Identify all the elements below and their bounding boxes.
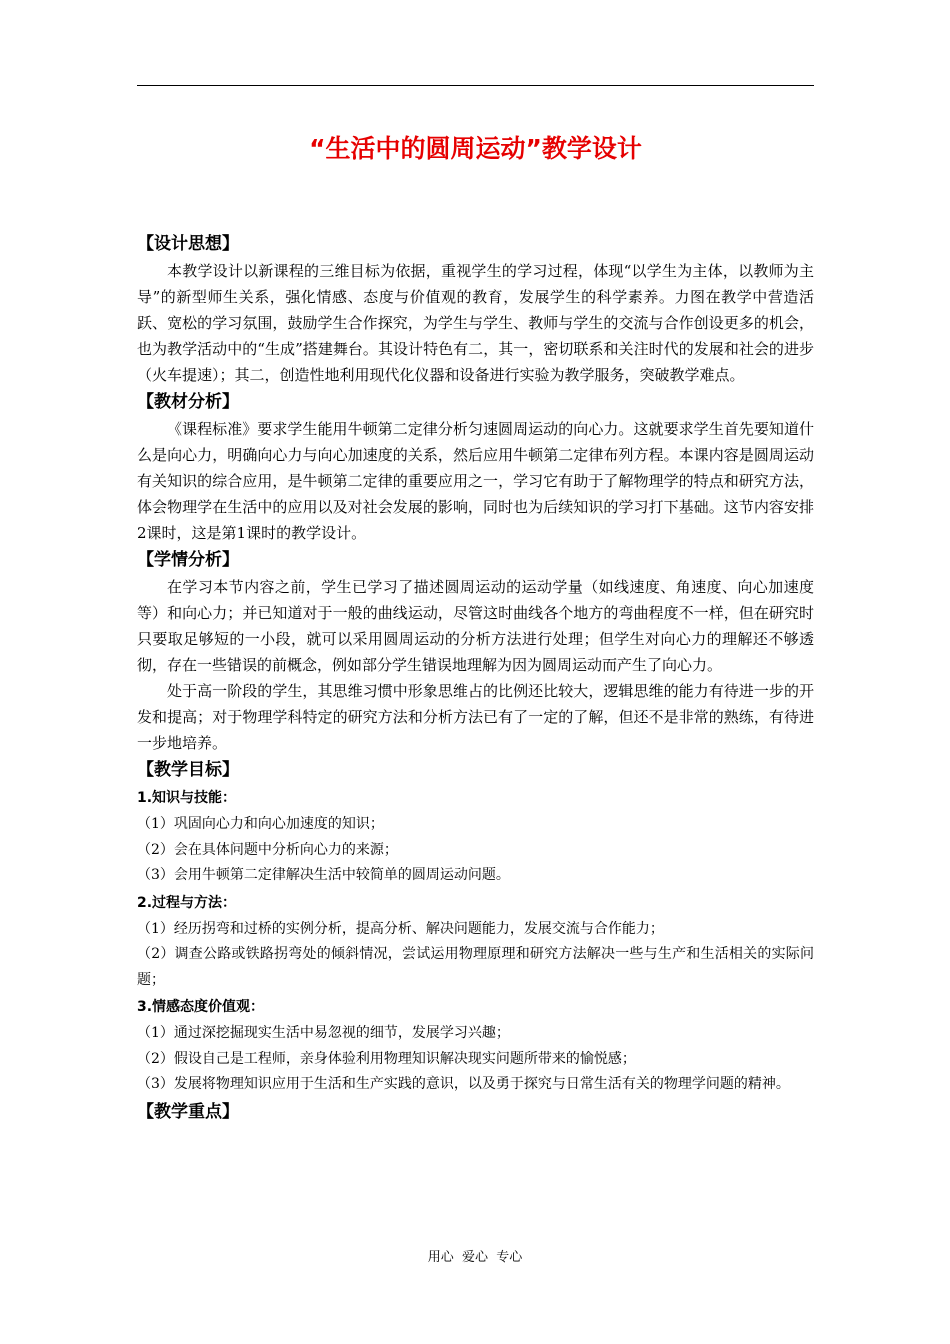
- goal-item: （2）调查公路或铁路拐弯处的倾斜情况，尝试运用物理原理和研究方法解决一些与生产和生活相关的实际问题；: [137, 946, 814, 988]
- section-student-analysis: [137, 546, 814, 756]
- goal-item: （3）会用牛顿第二定律解决生活中较简单的圆周运动问题。: [137, 867, 510, 883]
- goal-heading-process: 2.过程与方法：: [137, 894, 237, 911]
- section-heading-student-analysis: 【学情分析】: [137, 550, 239, 570]
- goal-item: （2）假设自己是工程师，亲身体验利用物理知识解决现实问题所带来的愉悦感；: [137, 1050, 636, 1067]
- header-rule: [137, 85, 814, 86]
- section-heading-material-analysis: 【教材分析】: [137, 392, 239, 412]
- document-title: “生活中的圆周运动”教学设计: [309, 134, 642, 163]
- goal-item: （1）经历拐弯和过桥的实例分析，提高分析、解决问题能力，发展交流与合作能力；: [137, 920, 664, 937]
- section-key-points: [137, 1098, 814, 1126]
- section-design-idea: [137, 230, 814, 388]
- section-heading-key-points: 【教学重点】: [137, 1101, 239, 1122]
- page-footer: 用心 爱心 专心: [427, 1250, 523, 1265]
- section-heading-teaching-goals: 【教学目标】: [137, 760, 239, 780]
- goal-item: （1）通过深挖掘现实生活中易忽视的细节，发展学习兴趣；: [137, 1025, 510, 1041]
- goal-item: （2）会在具体问题中分析向心力的来源；: [137, 841, 398, 858]
- student-analysis-paragraph-2: 处于高一阶段的学生，其思维习惯中形象思维占的比例还比较大，逻辑思维的能力有待进一步的开发和提高；对于物理学科特定的研究方法和分析方法已有了一定的了解，但还不是非常的熟练，有待进一步地培养。: [137, 682, 814, 752]
- goal-heading-knowledge: 1.知识与技能：: [137, 790, 237, 806]
- goal-item: （3）发展将物理知识应用于生活和生产实践的意识，以及勇于探究与日常生活有关的物理学问题的精神。: [137, 1076, 790, 1092]
- material-analysis-paragraph: 《课程标准》要求学生能用牛顿第二定律分析匀速圆周运动的向心力。这就要求学生首先要知道什么是向心力，明确向心力与向心加速度的关系，然后应用牛顿第二定律布列方程。本课内容是圆周运动有关知识的综合应用，是牛顿第二定律的重要应用之一，学习它有助于了解物理学的特点和研究方法，体会物理学在生活中的应用以及对社会发展的影响，同时也为后续知识的学习打下基础。这节内容安排2课时，这是第1课时的教学设计。: [137, 420, 814, 542]
- section-material-analysis: [137, 388, 814, 546]
- section-teaching-goals: [137, 756, 814, 1098]
- goal-heading-attitude: 3.情感态度价值观：: [137, 999, 265, 1015]
- student-analysis-paragraph-1: 在学习本节内容之前，学生已学习了描述圆周运动的运动学量（如线速度、角速度、向心加速度等）和向心力；并已知道对于一般的曲线运动，尽管这时曲线各个地方的弯曲程度不一样，但在研究时只要取足够短的一小段，就可以采用圆周运动的分析方法进行处理；但学生对向心力的理解还不够透彻，存在一些错误的前概念，例如部分学生错误地理解为因为圆周运动而产生了向心力。: [137, 578, 814, 674]
- design-idea-paragraph: 本教学设计以新课程的三维目标为依据，重视学生的学习过程，体现“以学生为主体，以教师为主导”的新型师生关系，强化情感、态度与价值观的教育，发展学生的科学素养。力图在教学中营造活跃、宽松的学习氛围，鼓励学生合作探究，为学生与学生、教师与学生的交流与合作创设更多的机会，也为教学活动中的“生成”搭建舞台。其设计特色有二，其一，密切联系和关注时代的发展和社会的进步（火车提速）；其二，创造性地利用现代化仪器和设备进行实验为教学服务，突破教学难点。: [137, 262, 814, 384]
- goal-item: （1）巩固向心力和向心加速度的知识；: [137, 816, 384, 832]
- document-body: [137, 230, 814, 1126]
- section-heading-design-idea: 【设计思想】: [137, 234, 239, 254]
